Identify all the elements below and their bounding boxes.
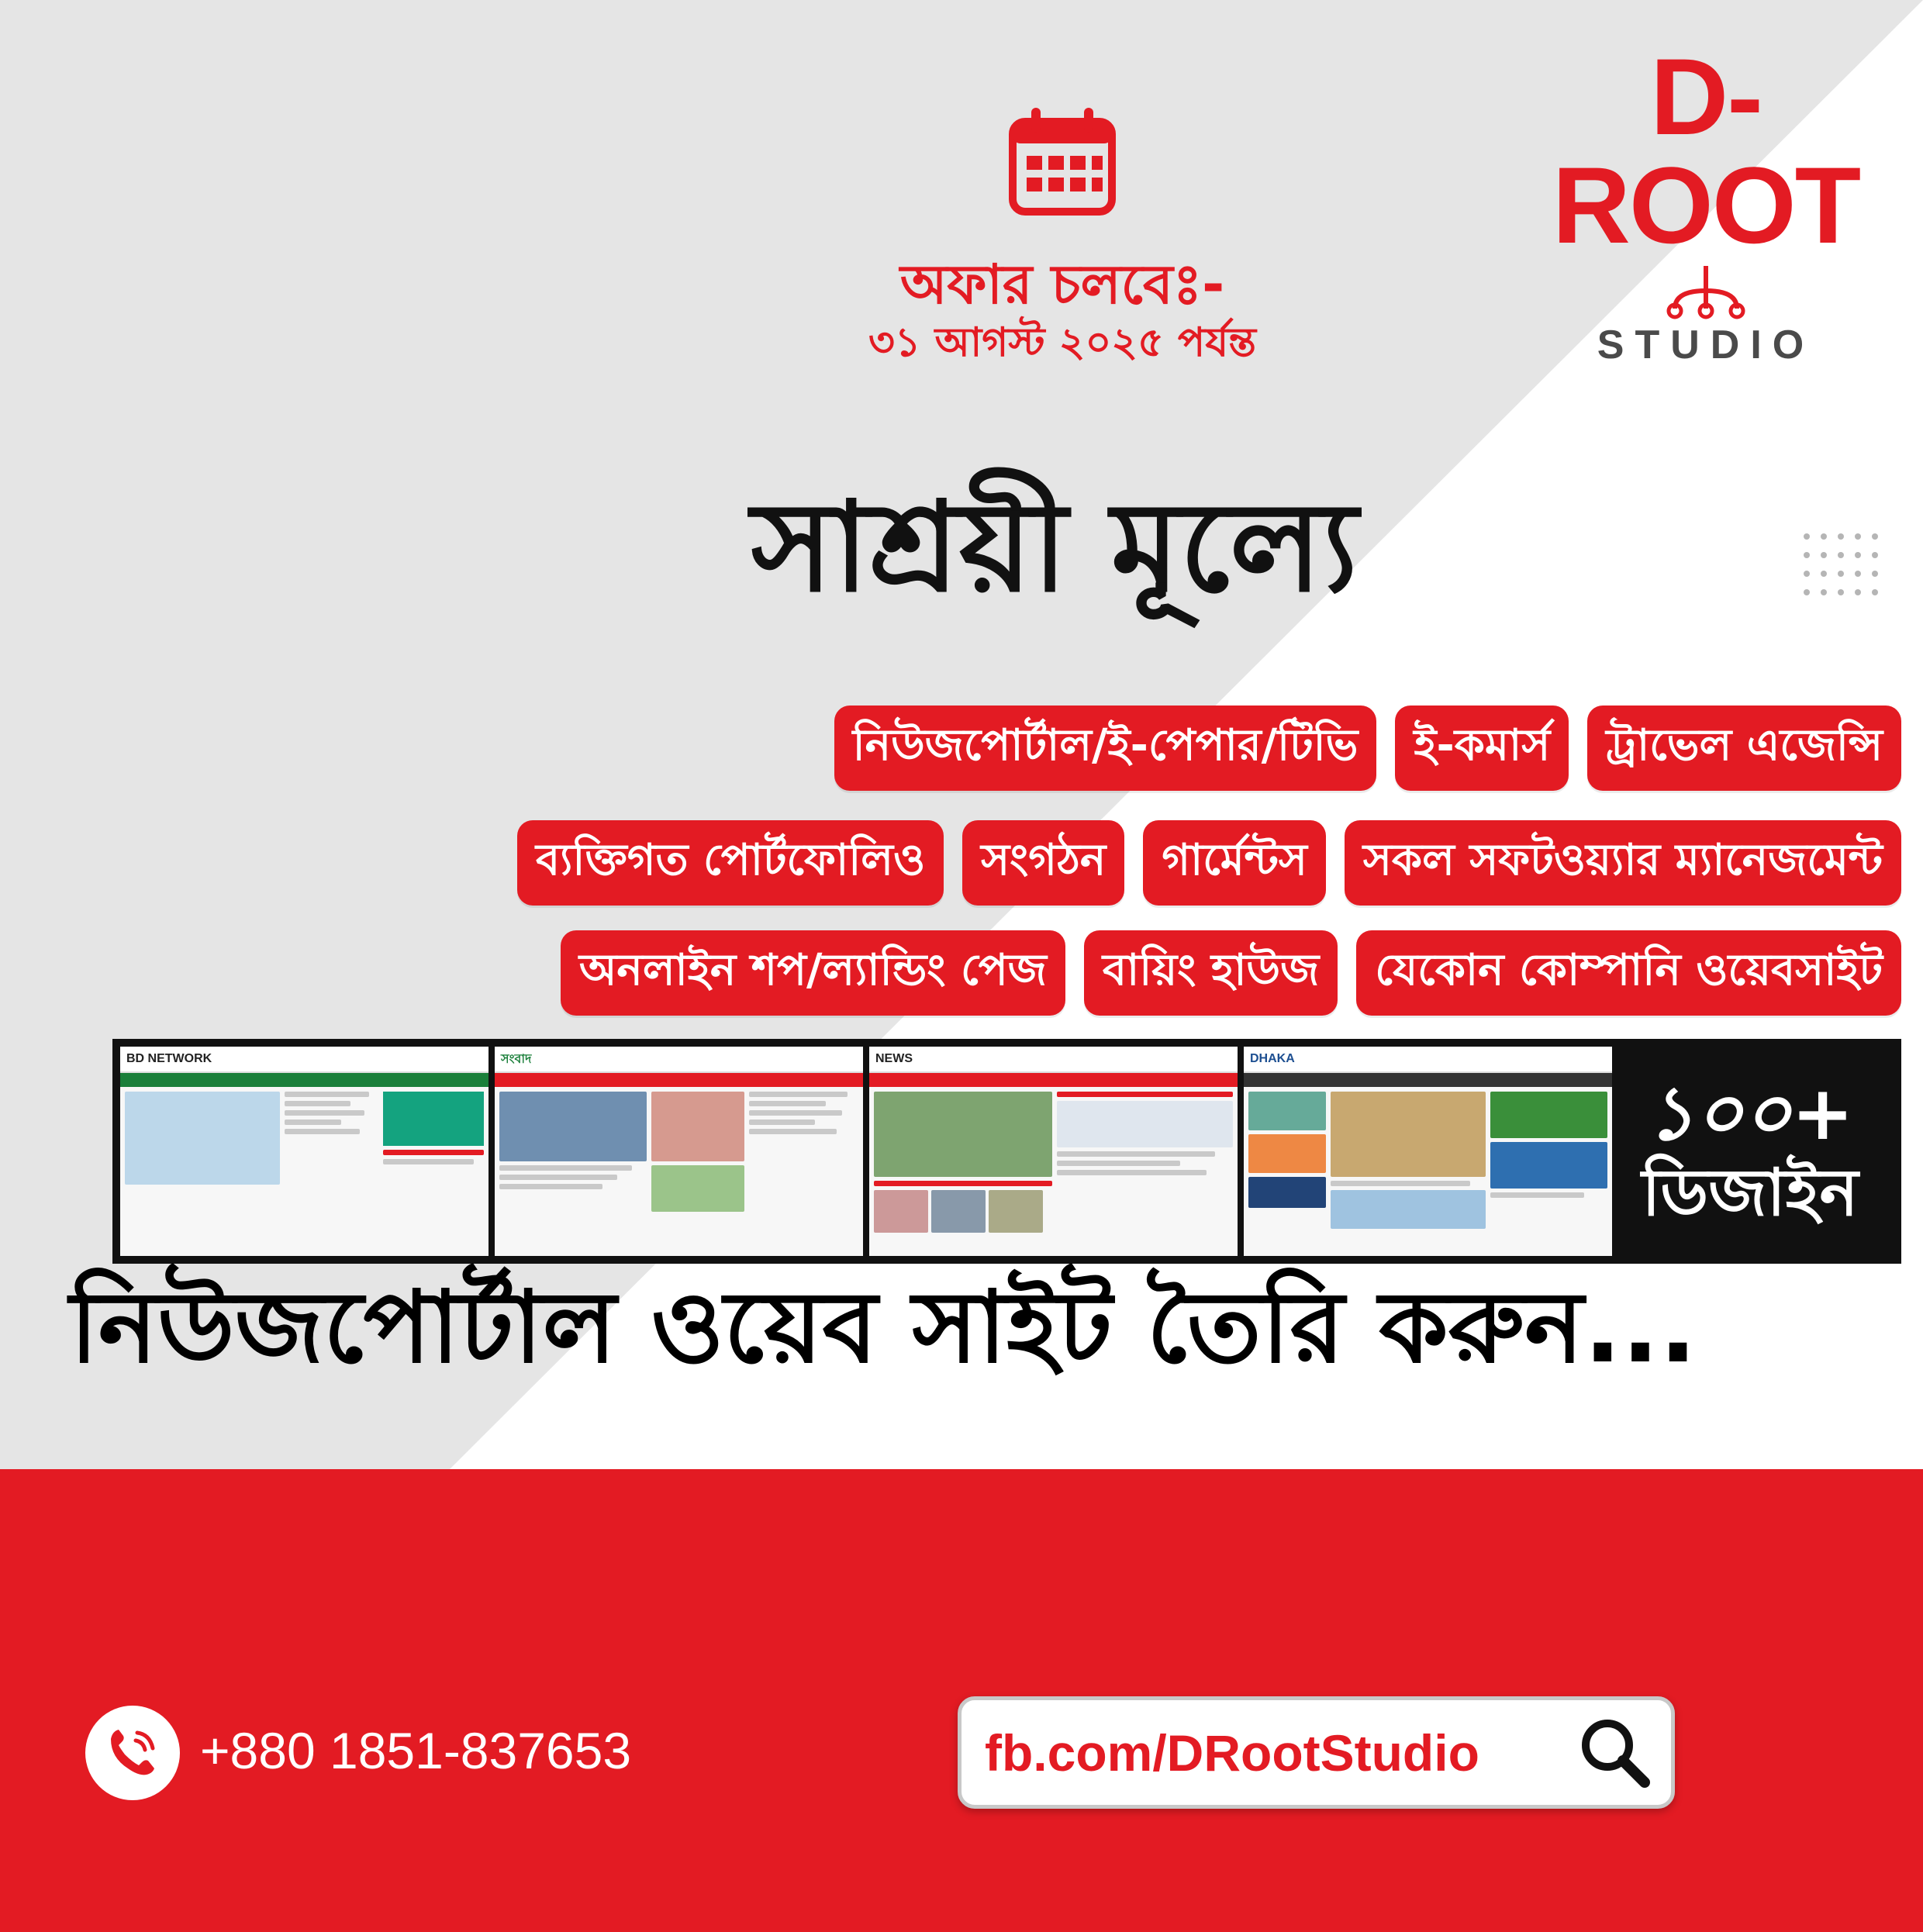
tag-portfolio: ব্যক্তিগত পোর্টফোলিও bbox=[517, 820, 944, 906]
brand-name-bottom: STUDIO bbox=[1597, 323, 1815, 367]
offer-until-date: ৩১ আগস্ট ২০২৫ পর্যন্ত bbox=[868, 319, 1257, 366]
thumbnail-site-1 bbox=[120, 1047, 489, 1256]
facebook-url[interactable]: fb.com/DRootStudio bbox=[985, 1723, 1479, 1782]
tag-row-3 bbox=[561, 930, 1901, 1016]
phone-icon[interactable] bbox=[85, 1706, 180, 1800]
headline: সাশ্রয়ী মূল্যে bbox=[751, 474, 1359, 619]
thumbnail-site-4 bbox=[1244, 1047, 1612, 1256]
call-to-action: নিউজপোর্টাল ওয়েব সাইট তৈরি করুন... bbox=[70, 1270, 1697, 1385]
thumbnail-logo: NEWS bbox=[875, 1052, 913, 1065]
designs-label: ডিজাইন bbox=[1642, 1154, 1859, 1230]
tag-online-shop: অনলাইন শপ/ল্যান্ডিং পেজ bbox=[561, 930, 1065, 1016]
facebook-search-box[interactable] bbox=[958, 1696, 1675, 1809]
brand-logo bbox=[1539, 36, 1873, 368]
tag-ecommerce: ই-কমার্স bbox=[1395, 706, 1569, 791]
tag-travel-agency: ট্রাভেল এজেন্সি bbox=[1587, 706, 1901, 791]
designs-count-badge bbox=[1618, 1047, 1882, 1256]
offer-title: অফার চলবেঃ- bbox=[899, 253, 1225, 316]
thumbnail-logo: BD NETWORK bbox=[126, 1052, 212, 1065]
calendar-icon bbox=[1008, 105, 1117, 217]
thumbnail-logo: সংবাদ bbox=[501, 1052, 532, 1066]
brand-name-top: D-ROOT bbox=[1552, 36, 1860, 266]
tag-garments: গার্মেন্টস bbox=[1143, 820, 1326, 906]
thumbnail-logo: DHAKA bbox=[1250, 1052, 1295, 1065]
tag-software-management: সকল সফটওয়্যার ম্যানেজমেন্ট bbox=[1345, 820, 1901, 906]
tag-company-website: যেকোন কোম্পানি ওয়েবসাইট bbox=[1356, 930, 1901, 1016]
phone-number[interactable]: +880 1851-837653 bbox=[200, 1722, 632, 1779]
thumbnail-site-3 bbox=[869, 1047, 1238, 1256]
root-icon bbox=[1659, 266, 1752, 320]
designs-count: ১০০+ bbox=[1646, 1069, 1854, 1157]
tag-newsportal: নিউজপোর্টাল/ই-পেপার/টিভি bbox=[834, 706, 1377, 791]
tag-row-2 bbox=[517, 820, 1901, 906]
tag-row-1 bbox=[834, 706, 1901, 791]
tag-buying-house: বায়িং হাউজ bbox=[1084, 930, 1338, 1016]
thumbnail-site-2 bbox=[495, 1047, 863, 1256]
dot-pattern-icon bbox=[1799, 527, 1884, 612]
offer-block bbox=[744, 252, 1380, 370]
design-thumbnails bbox=[112, 1039, 1901, 1264]
tag-organization: সংগঠন bbox=[962, 820, 1124, 906]
search-icon[interactable] bbox=[1576, 1714, 1654, 1792]
